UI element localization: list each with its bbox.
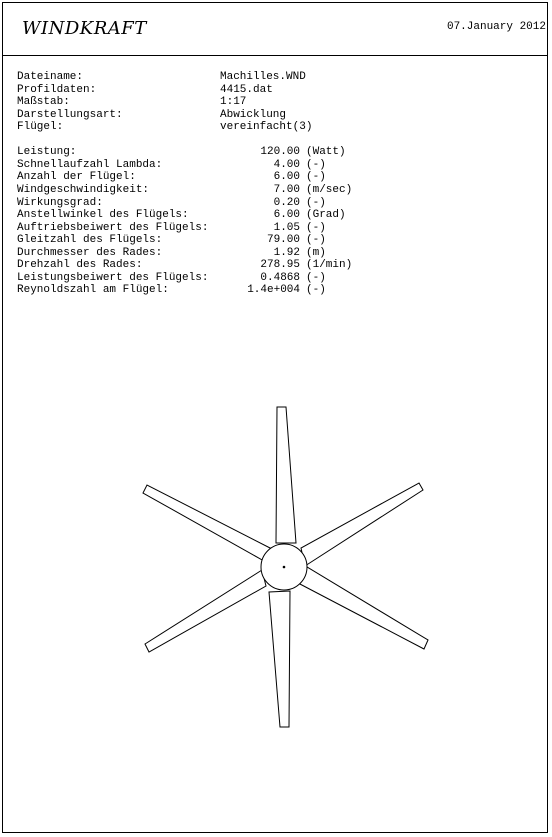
label-darstellungsart: Darstellungsart: <box>17 109 123 121</box>
param-unit: (-) <box>306 222 326 234</box>
label-fluegel: Flügel: <box>17 121 64 133</box>
param-value: 79.00 <box>266 234 300 246</box>
param-value: 120.00 <box>260 146 300 158</box>
param-label: Leistung: <box>17 146 77 158</box>
param-label: Anstellwinkel des Flügels: <box>17 209 189 221</box>
param-label: Auftriebsbeiwert des Flügels: <box>17 222 209 234</box>
param-value: 7.00 <box>273 184 300 196</box>
value-darstellungsart: Abwicklung <box>220 109 287 121</box>
param-value: 6.00 <box>273 171 300 183</box>
param-value: 1.05 <box>273 222 300 234</box>
param-unit: (m/sec) <box>306 184 353 196</box>
value-profildaten: 4415.dat <box>220 84 273 96</box>
param-value: 1.92 <box>273 247 300 259</box>
param-unit: (-) <box>306 272 326 284</box>
param-label: Anzahl der Flügel: <box>17 171 136 183</box>
value-dateiname: Machilles.WND <box>220 71 306 83</box>
label-dateiname: Dateiname: <box>17 71 84 83</box>
blade-top <box>276 407 296 543</box>
value-fluegel: vereinfacht(3) <box>220 121 313 133</box>
param-label: Durchmesser des Rades: <box>17 247 163 259</box>
param-value: 278.95 <box>260 259 300 271</box>
param-value: 0.20 <box>273 197 300 209</box>
label-profildaten: Profildaten: <box>17 84 97 96</box>
param-value: 4.00 <box>273 159 300 171</box>
param-unit: (Grad) <box>306 209 346 221</box>
param-label: Windgeschwindigkeit: <box>17 184 150 196</box>
blade-upper-right <box>301 483 423 566</box>
param-unit: (-) <box>306 171 326 183</box>
param-unit: (Watt) <box>306 146 346 158</box>
hub-center-dot <box>283 566 286 569</box>
value-massstab: 1:17 <box>220 96 247 108</box>
blade-upper-left <box>143 485 272 561</box>
param-label: Gleitzahl des Flügels: <box>17 234 163 246</box>
param-label: Leistungsbeiwert des Flügels: <box>17 272 209 284</box>
document-date: 07.January 2012 <box>446 21 546 33</box>
document-title: WINDKRAFT <box>22 18 147 39</box>
param-unit: (m) <box>306 247 326 259</box>
param-label: Wirkungsgrad: <box>17 197 103 209</box>
label-massstab: Maßstab: <box>17 96 70 108</box>
param-label: Schnellaufzahl Lambda: <box>17 159 163 171</box>
blade-lower-left <box>145 570 266 652</box>
param-value: 1.4e+004 <box>247 284 300 296</box>
param-unit: (-) <box>306 234 326 246</box>
param-label: Reynoldszahl am Flügel: <box>17 284 169 296</box>
param-unit: (1/min) <box>306 259 353 271</box>
param-unit: (-) <box>306 284 326 296</box>
param-value: 0.4868 <box>260 272 300 284</box>
param-unit: (-) <box>306 197 326 209</box>
param-unit: (-) <box>306 159 326 171</box>
blade-bottom <box>269 591 290 727</box>
param-label: Drehzahl des Rades: <box>17 259 143 271</box>
blade-lower-right <box>298 567 428 649</box>
param-value: 6.00 <box>273 209 300 221</box>
